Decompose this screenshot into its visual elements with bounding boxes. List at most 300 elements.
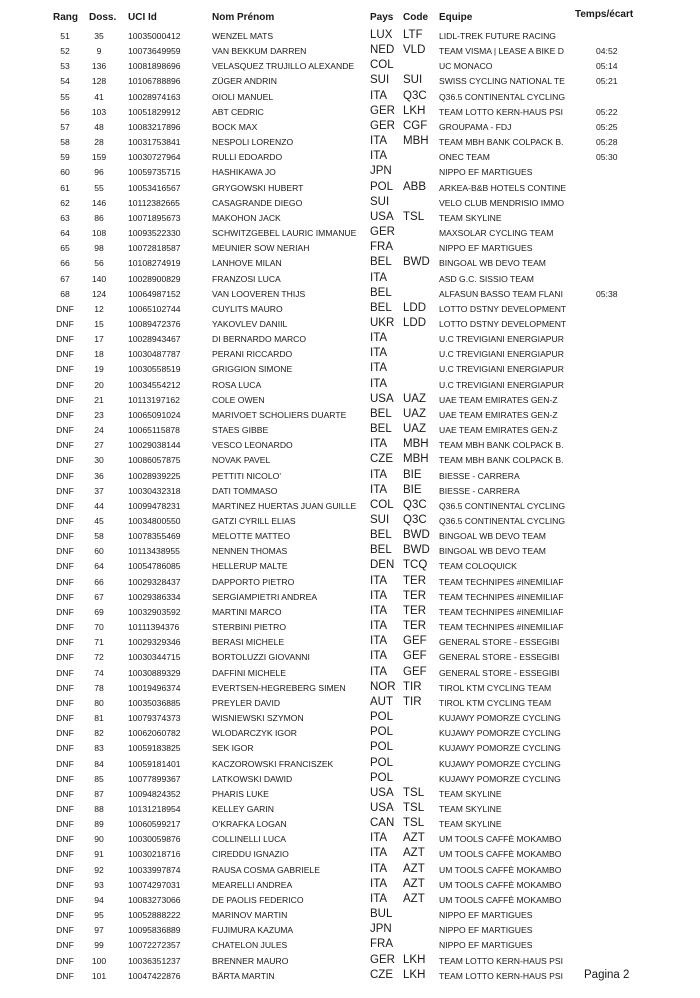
team-cell: TIROL KTM CYCLING TEAM: [439, 697, 552, 708]
time-gap-cell: 05:30: [596, 152, 618, 163]
table-row: [0, 256, 700, 271]
country-cell: ITA: [370, 150, 388, 163]
name-cell: CHATELON JULES: [212, 940, 288, 951]
doss-cell: 136: [91, 61, 107, 72]
country-cell: FRA: [370, 938, 393, 951]
table-row: [0, 226, 700, 241]
name-cell: MEARELLI ANDREA: [212, 879, 293, 890]
rang-cell: 60: [60, 167, 70, 178]
name-cell: CIREDDU IGNAZIO: [212, 849, 289, 860]
name-cell: O'KRAFKA LOGAN: [212, 819, 287, 830]
header-temps-ecart: Temps/écart: [575, 9, 634, 20]
rang-cell: 53: [60, 61, 70, 72]
team-code-cell: TSL: [403, 786, 425, 799]
country-cell: BEL: [370, 286, 392, 299]
rang-cell: DNF: [56, 697, 74, 708]
doss-cell: 99: [94, 940, 104, 951]
rang-cell: DNF: [56, 379, 74, 390]
team-code-cell: LKH: [403, 953, 426, 966]
doss-cell: 56: [94, 258, 104, 269]
team-cell: ALFASUN BASSO TEAM FLANI: [439, 288, 564, 299]
rang-cell: DNF: [56, 788, 74, 799]
rang-cell: 57: [60, 121, 70, 132]
rang-cell: DNF: [56, 955, 74, 966]
country-cell: POL: [370, 726, 394, 739]
name-cell: BERASI MICHELE: [212, 637, 285, 648]
name-cell: STERBINI PIETRO: [212, 622, 287, 633]
rang-cell: DNF: [56, 940, 74, 951]
time-gap-cell: 05:28: [596, 137, 618, 148]
team-cell: TEAM LOTTO KERN-HAUS PSI: [439, 970, 563, 981]
team-code-cell: AZT: [403, 892, 425, 905]
team-cell: UM TOOLS CAFFÈ MOKAMBO: [439, 879, 562, 890]
name-cell: VAN LOOVEREN THIJS: [212, 288, 306, 299]
rang-cell: DNF: [56, 576, 74, 587]
doss-cell: 28: [94, 137, 104, 148]
team-cell: TEAM COLOQUICK: [439, 561, 517, 572]
team-cell: UM TOOLS CAFFÈ MOKAMBO: [439, 894, 562, 905]
uci-id-cell: 10093522330: [128, 228, 181, 239]
country-cell: USA: [370, 210, 394, 223]
doss-cell: 12: [94, 303, 104, 314]
uci-id-cell: 10059183825: [128, 743, 181, 754]
uci-id-cell: 10108274919: [128, 258, 181, 269]
table-row: [0, 893, 700, 908]
table-row: [0, 59, 700, 74]
table-row: [0, 590, 700, 605]
time-gap-cell: 05:38: [596, 288, 618, 299]
name-cell: GATZI CYRILL ELIAS: [212, 516, 296, 526]
name-cell: MARIVOET SCHOLIERS DUARTE: [212, 409, 347, 420]
team-code-cell: TER: [403, 620, 426, 633]
country-cell: ITA: [370, 483, 388, 496]
rang-cell: DNF: [56, 667, 74, 678]
team-cell: NIPPO EF MARTIGUES: [439, 167, 533, 178]
rang-cell: DNF: [56, 970, 74, 981]
doss-cell: 37: [94, 485, 104, 496]
country-cell: ITA: [370, 832, 388, 845]
country-cell: ITA: [370, 877, 388, 890]
header-doss: Doss.: [89, 12, 117, 23]
rang-cell: DNF: [56, 682, 74, 693]
country-cell: ITA: [370, 347, 388, 360]
name-cell: DAFFINI MICHELE: [212, 667, 287, 678]
rang-cell: DNF: [56, 303, 74, 314]
table-row: [0, 681, 700, 696]
doss-cell: 87: [94, 788, 104, 799]
rang-cell: DNF: [56, 622, 74, 633]
table-row: [0, 635, 700, 650]
team-code-cell: LDD: [403, 301, 427, 314]
team-cell: TEAM TECHNIPES #INEMILIAF: [439, 576, 564, 587]
uci-id-cell: 10099478231: [128, 500, 181, 511]
name-cell: NOVAK PAVEL: [212, 455, 271, 466]
rang-cell: 58: [60, 137, 70, 148]
rang-cell: DNF: [56, 849, 74, 860]
country-cell: GER: [370, 226, 395, 239]
table-row: [0, 90, 700, 105]
uci-id-cell: 10089472376: [128, 318, 181, 329]
rang-cell: DNF: [56, 500, 74, 511]
team-cell: KUJAWY POMORZE CYCLING: [439, 758, 561, 769]
table-row: [0, 620, 700, 635]
country-cell: USA: [370, 392, 394, 405]
team-code-cell: TIR: [403, 695, 422, 708]
country-cell: POL: [370, 756, 394, 769]
team-code-cell: TIR: [403, 680, 422, 693]
doss-cell: 100: [91, 955, 107, 966]
doss-cell: 159: [91, 152, 107, 163]
table-row: [0, 332, 700, 347]
table-row: [0, 711, 700, 726]
rang-cell: 59: [60, 152, 70, 163]
rang-cell: DNF: [56, 546, 74, 557]
country-cell: ITA: [370, 89, 388, 102]
team-cell: NIPPO EF MARTIGUES: [439, 940, 533, 951]
team-cell: LIDL-TREK FUTURE RACING: [439, 31, 556, 41]
country-cell: POL: [370, 771, 394, 784]
name-cell: MARINOV MARTIN: [212, 910, 288, 921]
team-cell: TEAM VISMA | LEASE A BIKE D: [439, 46, 564, 57]
table-row: [0, 408, 700, 423]
rang-cell: DNF: [56, 819, 74, 830]
name-cell: PHARIS LUKE: [212, 788, 269, 799]
team-cell: NIPPO EF MARTIGUES: [439, 910, 533, 921]
name-cell: YAKOVLEV DANIIL: [212, 318, 288, 329]
uci-id-cell: 10072272357: [128, 940, 181, 951]
rang-cell: DNF: [56, 879, 74, 890]
team-cell: Q36.5 CONTINENTAL CYCLING: [439, 500, 566, 511]
rang-cell: DNF: [56, 713, 74, 724]
doss-cell: 91: [94, 849, 104, 860]
table-row: [0, 544, 700, 559]
country-cell: ITA: [370, 892, 388, 905]
name-cell: COLE OWEN: [212, 394, 265, 405]
doss-cell: 15: [94, 318, 104, 329]
country-cell: USA: [370, 786, 394, 799]
name-cell: BORTOLUZZI GIOVANNI: [212, 652, 310, 663]
country-cell: ITA: [370, 589, 388, 602]
time-gap-cell: 05:14: [596, 61, 618, 72]
table-row: [0, 469, 700, 484]
country-cell: ITA: [370, 635, 388, 648]
country-cell: ITA: [370, 862, 388, 875]
table-row: [0, 105, 700, 120]
rang-cell: DNF: [56, 925, 74, 936]
team-code-cell: TER: [403, 604, 426, 617]
name-cell: WENZEL MATS: [212, 31, 274, 41]
table-row: [0, 802, 700, 817]
team-code-cell: TSL: [403, 817, 425, 830]
uci-id-cell: 10030487787: [128, 349, 181, 360]
team-cell: TEAM SKYLINE: [439, 212, 502, 223]
uci-id-cell: 10034554212: [128, 379, 181, 390]
country-cell: CAN: [370, 817, 395, 830]
uci-id-cell: 10106788896: [128, 76, 181, 87]
uci-id-cell: 10035036885: [128, 697, 181, 708]
uci-id-cell: 10081898696: [128, 61, 181, 72]
table-row: [0, 120, 700, 135]
rang-cell: DNF: [56, 834, 74, 845]
team-cell: GENERAL STORE - ESSEGIBI: [439, 652, 560, 663]
team-cell: BIESSE - CARRERA: [439, 485, 520, 496]
country-cell: ITA: [370, 135, 388, 148]
team-code-cell: BIE: [403, 483, 422, 496]
uci-id-cell: 10072818587: [128, 243, 181, 254]
name-cell: COLLINELLI LUCA: [212, 834, 287, 845]
team-cell: TEAM TECHNIPES #INEMILIAF: [439, 591, 564, 602]
uci-id-cell: 10095836889: [128, 925, 181, 936]
doss-cell: 64: [94, 561, 104, 572]
uci-id-cell: 10030727964: [128, 152, 181, 163]
rang-cell: DNF: [56, 894, 74, 905]
team-cell: ARKEA-B&B HOTELS CONTINE: [439, 182, 567, 193]
team-cell: GROUPAMA - FDJ: [439, 121, 512, 132]
name-cell: SEK IGOR: [212, 743, 254, 754]
rang-cell: DNF: [56, 864, 74, 875]
uci-id-cell: 10029328437: [128, 576, 181, 587]
uci-id-cell: 10065102744: [128, 303, 181, 314]
rang-cell: 54: [60, 76, 70, 87]
team-cell: KUJAWY POMORZE CYCLING: [439, 713, 561, 724]
table-row: [0, 938, 700, 953]
name-cell: SERGIAMPIETRI ANDREA: [212, 591, 318, 602]
doss-cell: 41: [94, 91, 104, 102]
table-row: [0, 74, 700, 89]
uci-id-cell: 10030432318: [128, 485, 181, 496]
team-code-cell: ABB: [403, 180, 427, 193]
name-cell: BOCK MAX: [212, 121, 258, 132]
doss-cell: 89: [94, 819, 104, 830]
uci-id-cell: 10028943467: [128, 334, 181, 345]
doss-cell: 101: [91, 970, 107, 981]
country-cell: BEL: [370, 301, 392, 314]
team-cell: UM TOOLS CAFFÈ MOKAMBO: [439, 864, 562, 875]
name-cell: OIOLI MANUEL: [212, 91, 274, 102]
uci-id-cell: 10131218954: [128, 803, 181, 814]
rang-cell: 56: [60, 106, 70, 117]
country-cell: ITA: [370, 847, 388, 860]
name-cell: NESPOLI LORENZO: [212, 137, 294, 148]
country-cell: GER: [370, 953, 395, 966]
country-cell: FRA: [370, 241, 393, 254]
team-code-cell: AZT: [403, 847, 425, 860]
table-row: [0, 863, 700, 878]
table-row: [0, 393, 700, 408]
rang-cell: DNF: [56, 485, 74, 496]
table-row: [0, 741, 700, 756]
uci-id-cell: 10052888222: [128, 910, 181, 921]
doss-cell: 82: [94, 728, 104, 739]
team-code-cell: GEF: [403, 665, 427, 678]
table-row: [0, 832, 700, 847]
country-cell: SUI: [370, 195, 390, 208]
team-code-cell: UAZ: [403, 407, 426, 420]
name-cell: PREYLER DAVID: [212, 697, 281, 708]
country-cell: ITA: [370, 650, 388, 663]
table-row: [0, 423, 700, 438]
team-code-cell: BWD: [403, 529, 430, 542]
team-cell: UM TOOLS CAFFÈ MOKAMBO: [439, 849, 562, 860]
table-row: [0, 514, 700, 529]
team-cell: TIROL KTM CYCLING TEAM: [439, 682, 552, 693]
uci-id-cell: 10036351237: [128, 955, 181, 966]
table-row: [0, 817, 700, 832]
team-cell: UM TOOLS CAFFÈ MOKAMBO: [439, 834, 562, 845]
team-cell: BIESSE - CARRERA: [439, 470, 520, 481]
table-row: [0, 241, 700, 256]
table-row: [0, 347, 700, 362]
table-row: [0, 923, 700, 938]
table-row: [0, 726, 700, 741]
rang-cell: DNF: [56, 334, 74, 345]
table-row: [0, 650, 700, 665]
uci-id-cell: 10028939225: [128, 470, 181, 481]
doss-cell: 30: [94, 455, 104, 466]
time-gap-cell: 05:22: [596, 106, 618, 117]
name-cell: BÄRTA MARTIN: [212, 970, 275, 981]
name-cell: KELLEY GARIN: [212, 803, 274, 814]
doss-cell: 96: [94, 167, 104, 178]
team-cell: U.C TREVIGIANI ENERGIAPUR: [439, 349, 564, 360]
team-cell: TEAM SKYLINE: [439, 788, 502, 799]
doss-cell: 74: [94, 667, 104, 678]
doss-cell: 86: [94, 212, 104, 223]
team-cell: U.C TREVIGIANI ENERGIAPUR: [439, 379, 564, 390]
rang-cell: DNF: [56, 364, 74, 375]
name-cell: CASAGRANDE DIEGO: [212, 197, 303, 208]
page-number: Pagina 2: [584, 969, 630, 981]
doss-cell: 95: [94, 910, 104, 921]
name-cell: ZÜGER ANDRIN: [212, 76, 277, 87]
uci-id-cell: 10028900829: [128, 273, 181, 284]
name-cell: SCHWITZGEBEL LAURIC IMMANUE: [212, 228, 357, 239]
header-uci-id: UCI Id: [128, 12, 157, 23]
doss-cell: 70: [94, 622, 104, 633]
doss-cell: 36: [94, 470, 104, 481]
name-cell: STAES GIBBE: [212, 425, 269, 436]
rang-cell: DNF: [56, 394, 74, 405]
header-code: Code: [403, 12, 428, 23]
table-row: [0, 150, 700, 165]
team-cell: BINGOAL WB DEVO TEAM: [439, 531, 546, 542]
team-code-cell: SUI: [403, 74, 423, 87]
country-cell: GER: [370, 119, 395, 132]
country-cell: COL: [370, 59, 394, 72]
table-row: [0, 287, 700, 302]
name-cell: CUYLITS MAURO: [212, 303, 283, 314]
country-cell: BEL: [370, 529, 392, 542]
uci-id-cell: 10047422876: [128, 970, 181, 981]
country-cell: BEL: [370, 423, 392, 436]
team-cell: TEAM SKYLINE: [439, 819, 502, 830]
table-row: [0, 453, 700, 468]
time-gap-cell: 05:25: [596, 121, 618, 132]
table-row: [0, 272, 700, 287]
rang-cell: DNF: [56, 652, 74, 663]
uci-id-cell: 10113197162: [128, 394, 180, 405]
name-cell: MELOTTE MATTEO: [212, 531, 291, 542]
rang-cell: 65: [60, 243, 70, 254]
table-row: [0, 954, 700, 969]
doss-cell: 66: [94, 576, 104, 587]
rang-cell: 62: [60, 197, 70, 208]
country-cell: ITA: [370, 620, 388, 633]
name-cell: HELLERUP MALTE: [212, 561, 288, 572]
doss-cell: 69: [94, 606, 104, 617]
table-row: [0, 378, 700, 393]
uci-id-cell: 10071895673: [128, 212, 181, 223]
team-code-cell: GEF: [403, 635, 427, 648]
doss-cell: 19: [94, 364, 104, 375]
team-code-cell: Q3C: [403, 498, 427, 511]
team-cell: TEAM LOTTO KERN-HAUS PSI: [439, 955, 563, 966]
doss-cell: 124: [91, 288, 107, 299]
table-row: [0, 605, 700, 620]
country-cell: BEL: [370, 544, 392, 557]
table-row: [0, 696, 700, 711]
team-cell: UAE TEAM EMIRATES GEN-Z: [439, 409, 558, 420]
uci-id-cell: 10077899367: [128, 773, 181, 784]
doss-cell: 35: [94, 31, 104, 41]
name-cell: RULLI EDOARDO: [212, 152, 283, 163]
team-code-cell: Q3C: [403, 514, 427, 526]
rang-cell: DNF: [56, 425, 74, 436]
doss-cell: 60: [94, 546, 104, 557]
doss-cell: 81: [94, 713, 104, 724]
team-code-cell: AZT: [403, 862, 425, 875]
name-cell: FUJIMURA KAZUMA: [212, 925, 294, 936]
uci-id-cell: 10034800550: [128, 516, 181, 526]
uci-id-cell: 10073649959: [128, 46, 181, 57]
name-cell: MARTINEZ HUERTAS JUAN GUILLE: [212, 500, 357, 511]
team-cell: GENERAL STORE - ESSEGIBI: [439, 637, 560, 648]
uci-id-cell: 10053416567: [128, 182, 181, 193]
name-cell: GRIGGION SIMONE: [212, 364, 293, 375]
uci-id-cell: 10030059876: [128, 834, 181, 845]
name-cell: VELASQUEZ TRUJILLO ALEXANDE: [212, 61, 355, 72]
doss-cell: 24: [94, 425, 104, 436]
name-cell: DATI TOMMASO: [212, 485, 278, 496]
uci-id-cell: 10030889329: [128, 667, 181, 678]
uci-id-cell: 10054786085: [128, 561, 181, 572]
doss-cell: 98: [94, 243, 104, 254]
team-cell: Q36.5 CONTINENTAL CYCLING: [439, 516, 566, 526]
table-row: [0, 575, 700, 590]
rang-cell: 64: [60, 228, 70, 239]
name-cell: MAKOHON JACK: [212, 212, 281, 223]
team-code-cell: BWD: [403, 544, 430, 557]
name-cell: ROSA LUCA: [212, 379, 262, 390]
country-cell: BEL: [370, 407, 392, 420]
uci-id-cell: 10029329346: [128, 637, 181, 648]
country-cell: POL: [370, 180, 394, 193]
name-cell: KACZOROWSKI FRANCISZEK: [212, 758, 334, 769]
doss-cell: 9: [96, 46, 102, 57]
rang-cell: DNF: [56, 318, 74, 329]
country-cell: COL: [370, 498, 394, 511]
doss-cell: 48: [94, 121, 104, 132]
country-cell: UKR: [370, 316, 395, 329]
rang-cell: DNF: [56, 910, 74, 921]
table-row: [0, 211, 700, 226]
name-cell: WISNIEWSKI SZYMON: [212, 713, 304, 724]
country-cell: JPN: [370, 165, 392, 178]
doss-cell: 67: [94, 591, 104, 602]
country-cell: CZE: [370, 453, 393, 466]
team-cell: LOTTO DSTNY DEVELOPMENT: [439, 303, 567, 314]
table-row: [0, 181, 700, 196]
